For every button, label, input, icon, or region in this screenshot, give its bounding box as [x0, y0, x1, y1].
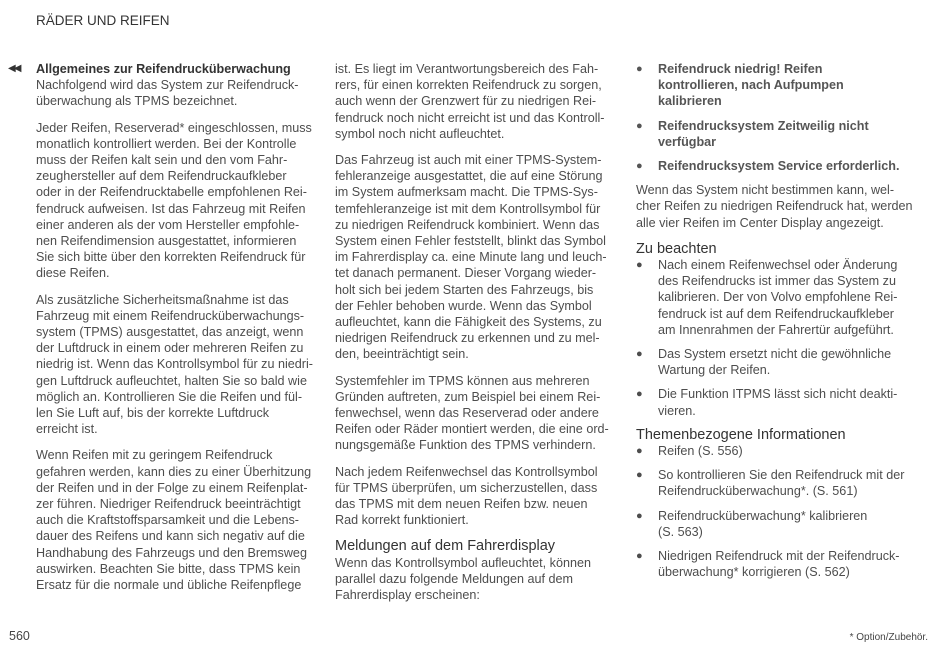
text-line: fendruck ist auf dem Reifendruckaufkleber [658, 306, 894, 321]
text-line[interactable]: Niedrigen Reifendruck mit der Reifendruck- [658, 549, 900, 564]
text-line: Fahrerdisplay erscheinen: [335, 588, 480, 603]
bullet-icon: ● [636, 160, 643, 173]
text-line: auswirken. Beachten Sie bitte, dass TPMS kein [36, 561, 301, 576]
text-line: Reifendrucksystem Service erforderlich. [658, 159, 900, 174]
text-line[interactable]: Reifendrucküberwachung* kalibrieren [658, 508, 868, 523]
text-line: auch wenn der Grenzwert für zu niedrigen Rei- [335, 94, 597, 109]
text-line: den, beeinträchtigt sein. [335, 347, 469, 362]
text-line: Das Fahrzeug ist auch mit einer TPMS-System- [335, 153, 602, 168]
paragraph [36, 292, 311, 438]
bullet-item [636, 346, 911, 378]
paragraph [335, 555, 610, 604]
column-3 [636, 61, 911, 588]
text-line: diese Reifen. [36, 266, 110, 281]
text-line: Gründen auftreten, zum Beispiel bei einem Rei- [335, 389, 601, 404]
text-line: niedrigen Reifendruck zu erkennen und zu mel- [335, 331, 600, 346]
display-message-item [636, 61, 911, 110]
text-line: vieren. [658, 403, 696, 418]
text-line: holt sich bei jedem Starten des Fahrzeugs, bis [335, 282, 594, 297]
text-line: am Innenrahmen der Fahrertür aufgeführt. [658, 322, 894, 337]
text-line: im System aufmerksam macht. Die TPMS-Sys- [335, 185, 598, 200]
column-2 [335, 61, 610, 613]
text-line[interactable]: Reifendrucküberwachung*. (S. 561) [658, 484, 858, 499]
page-number: 560 [9, 629, 30, 643]
text-line: Systemfehler im TPMS können aus mehreren [335, 373, 590, 388]
text-line: Wenn das System nicht bestimmen kann, wel- [636, 183, 895, 198]
text-line: Die Funktion ITPMS lässt sich nicht deakti- [658, 387, 898, 402]
bullet-icon: ● [636, 445, 643, 458]
text-line: nen Reifendimension ausgestattet, informieren [36, 234, 297, 249]
text-line: Reifendrucksystem Zeitweilig nicht [658, 118, 869, 133]
text-line: Sie sich bitte über den korrekten Reifendruck für [36, 250, 306, 265]
text-line: parallel dazu folgende Meldungen auf dem [335, 571, 574, 586]
paragraph [36, 120, 311, 282]
text-line: des Reifendrucks ist immer das System zu [658, 274, 896, 289]
bullet-icon: ● [636, 388, 643, 401]
text-line: das TPMS mit dem neuen Reifen bzw. neuen [335, 497, 588, 512]
text-line: kontrollieren, nach Aufpumpen [658, 78, 844, 93]
column-1 [36, 61, 311, 603]
text-line: Nach jedem Reifenwechsel das Kontrollsymbol [335, 464, 598, 479]
text-line: fendruck aufweisen. Ist das Fahrzeug mit Reifen [36, 201, 306, 216]
paragraph [335, 152, 610, 363]
text-line: Reifen oder Räder montiert werden, die eine ord- [335, 422, 609, 437]
text-line: Meldungen auf dem Fahrerdisplay [335, 538, 556, 555]
bullet-icon: ● [636, 509, 643, 522]
text-line: muss der Reifen kalt sein und den vom Fahr- [36, 153, 288, 168]
text-line: auch die Kraftstoffsparsamkeit und die Lebens- [36, 513, 299, 528]
text-line: gefahren werden, kann dies zu einer Überhitzung [36, 464, 312, 479]
display-message-item [636, 118, 911, 150]
text-line: fehleranzeige ausgestattet, die auf eine Störung [335, 169, 603, 184]
related-link-item[interactable] [636, 443, 911, 459]
text-line: cher Reifen zu niedrigen Reifendruck hat, werden [636, 199, 913, 214]
text-line: niedrig ist. Wenn das Kontrollsymbol für zu niedri- [36, 357, 313, 372]
text-line: im Fahrerdisplay ca. eine Minute lang und leuch- [335, 250, 607, 265]
text-line: zu niedrigen Reifendruck kombiniert. Wenn das [335, 217, 600, 232]
text-line[interactable]: So kontrollieren Sie den Reifendruck mit der [658, 468, 905, 483]
display-message-item [636, 158, 911, 174]
text-line: rers, für einen korrekten Reifendruck zu sorgen, [335, 78, 602, 93]
bullet-icon: ● [636, 550, 643, 563]
text-line: einer anderen als der vom Hersteller empfohle- [36, 217, 300, 232]
text-line: Zu beachten [636, 240, 717, 257]
related-link-item[interactable] [636, 548, 911, 580]
text-line: symbol noch nicht aufleuchtet. [335, 126, 505, 141]
subheading [636, 427, 911, 443]
text-line: kalibrieren. Der von Volvo empfohlene Rei- [658, 290, 898, 305]
text-line: der Luftdruck in einem oder mehreren Reifen zu [36, 341, 304, 356]
section-header: RÄDER UND REIFEN [36, 13, 170, 28]
text-line: Themenbezogene Informationen [636, 426, 846, 443]
text-line[interactable]: Reifen (S. 556) [658, 444, 743, 459]
text-line: zeughersteller auf dem Reifendruckaufkleber [36, 169, 287, 184]
text-line: aufleuchtet, kann die Fähigkeit des Systems, zu [335, 315, 602, 330]
section-heading [36, 61, 311, 77]
text-line: Fahrzeug mit einem Reifendrucküberwachungs- [36, 308, 305, 323]
text-line: Das System ersetzt nicht die gewöhnliche [658, 347, 892, 362]
text-line: der Reifen und in der Folge zu einem Reifenplat- [36, 480, 308, 495]
text-line: möglich an. Kontrollieren Sie die Reifen und fül- [36, 389, 303, 404]
text-line: ist. Es liegt im Verantwortungsbereich des Fah- [335, 62, 599, 76]
text-line: Nach einem Reifenwechsel oder Änderung [658, 258, 898, 273]
text-line: gen Luftdruck aufleuchtet, halten Sie so bald wie [36, 373, 307, 388]
text-line: kalibrieren [658, 94, 722, 109]
bullet-icon: ● [636, 63, 643, 75]
text-line: dauer des Reifens und kann sich negativ auf die [36, 529, 305, 544]
text-line: Jeder Reifen, Reserverad* eingeschlossen, muss [36, 120, 312, 135]
paragraph [335, 373, 610, 454]
text-line: Als zusätzliche Sicherheitsmaßnahme ist das [36, 292, 289, 307]
text-line: Wenn Reifen mit zu geringem Reifendruck [36, 448, 273, 463]
text-line: temfehleranzeige ist mit dem Kontrollsymbol für [335, 201, 601, 216]
bullet-icon: ● [636, 348, 643, 361]
text-line: überwachung als TPMS bezeichnet. [36, 94, 238, 109]
text-line: tet danach permanent. Dieser Vorgang wieder- [335, 266, 597, 281]
continued-arrow-icon: ◀◀ [8, 63, 20, 74]
text-line: monatlich kontrolliert werden. Bei der Kontrolle [36, 136, 297, 151]
text-line: Ersatz für die normale und übliche Reifenpflege [36, 578, 302, 593]
text-line: verfügbar [658, 134, 717, 149]
text-line: Nachfolgend wird das System zur Reifendruck- [36, 78, 299, 93]
paragraph [335, 61, 610, 142]
related-link-item[interactable] [636, 508, 911, 540]
text-line: Wartung der Reifen. [658, 363, 771, 378]
text-line: zer führen. Niedriger Reifendruck beeinträchtigt [36, 497, 301, 512]
paragraph [636, 182, 911, 231]
text-line: Handhabung des Fahrzeugs und den Bremsweg [36, 545, 307, 560]
bullet-item [636, 386, 911, 418]
text-line: oder in der Reifendrucktabelle empfohlenen Rei- [36, 185, 307, 200]
related-link-item[interactable] [636, 467, 911, 499]
text-line: system (TPMS) ausgestattet, das anzeigt, wenn [36, 325, 304, 340]
text-line: erreicht ist. [36, 422, 98, 437]
footnote: * Option/Zubehör. [849, 632, 928, 643]
text-line: der Fehler behoben wurde. Wenn das Symbol [335, 298, 592, 313]
paragraph [335, 464, 610, 529]
text-line[interactable]: (S. 563) [658, 524, 703, 539]
bullet-icon: ● [636, 469, 643, 482]
text-line: alle vier Reifen im Center Display angezeigt. [636, 215, 884, 230]
paragraph [36, 447, 311, 593]
subheading [636, 241, 911, 257]
text-line: nungsgemäße Funktion des TPMS verhindern. [335, 438, 596, 453]
text-line: Wenn das Kontrollsymbol aufleuchtet, können [335, 555, 591, 570]
text-line: Rad korrekt funktioniert. [335, 513, 469, 528]
paragraph [36, 77, 311, 109]
bullet-icon: ● [636, 259, 643, 272]
text-line: für TPMS überprüfen, um sicherzustellen, dass [335, 480, 598, 495]
text-line: fendruck noch nicht erreicht ist und das Kontroll- [335, 110, 605, 125]
text-line: Allgemeines zur Reifendrucküberwachung [36, 62, 291, 76]
bullet-icon: ● [636, 119, 643, 132]
text-line: fenwechsel, wenn das Reserverad oder andere [335, 406, 599, 421]
subheading [335, 538, 610, 554]
text-line: System einen Fehler feststellt, blinkt das Symbol [335, 234, 606, 249]
text-line[interactable]: überwachung* korrigieren (S. 562) [658, 565, 850, 580]
bullet-item [636, 257, 911, 338]
text-line: Reifendruck niedrig! Reifen [658, 62, 823, 76]
text-line: len Sie Luft auf, bis der korrekte Luftdruck [36, 406, 270, 421]
